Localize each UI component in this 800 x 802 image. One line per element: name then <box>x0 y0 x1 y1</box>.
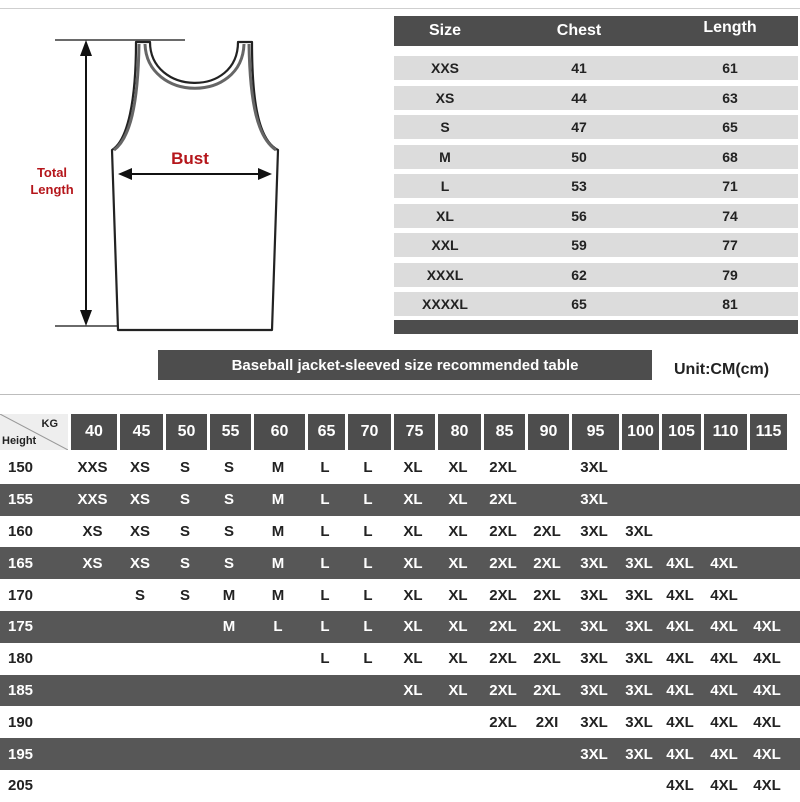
size-recommendation: 4XL <box>710 554 738 572</box>
size-recommendation: XS <box>82 522 103 540</box>
height-row <box>0 770 800 802</box>
height-value: 165 <box>8 554 34 572</box>
table-corner <box>0 414 68 450</box>
chest-value: 47 <box>571 119 587 135</box>
size-recommendation: XL <box>448 681 468 699</box>
size-recommendation: L <box>320 491 330 509</box>
size-recommendation: 2XL <box>489 713 517 731</box>
size-recommendation: 3XL <box>625 745 653 763</box>
height-value: 170 <box>8 586 34 604</box>
size-recommendation: L <box>320 459 330 477</box>
height-row <box>0 452 800 484</box>
kg-header-cell: 105 <box>659 414 701 450</box>
size-recommendation: 3XL <box>580 745 608 763</box>
size-recommendation: 4XL <box>666 586 694 604</box>
size-recommendation: 3XL <box>580 522 608 540</box>
size-recommendation: L <box>320 650 330 668</box>
size-recommendation: 2XL <box>489 459 517 477</box>
size-chart-row <box>394 292 798 316</box>
size-recommendation: L <box>363 586 373 604</box>
size-recommendation: 3XL <box>580 491 608 509</box>
length-value: 81 <box>722 296 738 312</box>
chest-value: 41 <box>571 60 587 76</box>
size-recommendation: 3XL <box>625 713 653 731</box>
size-recommendation: XL <box>448 650 468 668</box>
size-recommendation: XL <box>448 586 468 604</box>
size-recommendation: S <box>134 586 145 604</box>
size-chart-row <box>394 86 798 110</box>
size-recommendation: 4XL <box>753 777 781 795</box>
size-recommendation: 4XL <box>710 713 738 731</box>
size-recommendation: 4XL <box>753 713 781 731</box>
size-recommendation: XS <box>129 522 150 540</box>
chest-value: 56 <box>571 207 587 224</box>
height-row <box>0 611 800 643</box>
size-recommendation: M <box>271 491 285 509</box>
size-recommendation: XS <box>82 554 103 572</box>
size-recommendation: 4XL <box>710 681 738 699</box>
size-chart-header <box>394 16 798 46</box>
length-value: 65 <box>722 119 738 135</box>
height-value: 185 <box>8 681 34 699</box>
kg-header-cell: 75 <box>391 414 435 450</box>
size-recommendation: L <box>320 522 330 540</box>
height-row <box>0 516 800 548</box>
size-chart-rows <box>394 56 798 316</box>
size-value: XXXXL <box>422 296 468 312</box>
size-recommendation: 4XL <box>666 713 694 731</box>
size-recommendation: L <box>363 618 373 636</box>
size-chart-row <box>394 174 798 198</box>
size-chart-row <box>394 233 798 257</box>
size-recommendation: XL <box>448 459 468 477</box>
middle-divider <box>0 394 800 395</box>
size-recommendation: 3XL <box>625 554 653 572</box>
header-chest: Chest <box>556 22 602 39</box>
size-recommendation: 4XL <box>753 650 781 668</box>
length-value: 61 <box>722 60 738 76</box>
chest-value: 44 <box>571 89 587 106</box>
height-value: 180 <box>8 650 34 668</box>
size-recommendation: XXS <box>77 459 108 477</box>
size-recommendation: 3XL <box>580 459 608 477</box>
size-recommendation: M <box>271 586 285 604</box>
size-recommendation: XL <box>403 554 423 572</box>
kg-header-cell: 100 <box>619 414 659 450</box>
size-chart-row <box>394 263 798 287</box>
kg-header-cell: 50 <box>163 414 207 450</box>
size-recommendation: XL <box>403 586 423 604</box>
size-recommendation: XXS <box>77 491 108 509</box>
height-row <box>0 484 800 516</box>
size-chart-row <box>394 204 798 228</box>
size-recommendation: S <box>223 522 234 540</box>
size-recommendation: XL <box>403 491 423 509</box>
size-recommendation: L <box>320 618 330 636</box>
size-recommendation: L <box>273 618 283 636</box>
size-recommendation: 4XL <box>666 618 694 636</box>
size-recommendation: 2XL <box>489 522 517 540</box>
kg-header-cell: 60 <box>251 414 305 450</box>
size-recommendation: S <box>179 522 190 540</box>
total-length-label: Total Length <box>30 165 74 197</box>
size-recommendation: XL <box>403 650 423 668</box>
chest-value: 53 <box>571 178 587 194</box>
corner-height-label: Height <box>2 435 37 447</box>
length-value: 74 <box>722 207 738 224</box>
size-recommendation: M <box>222 618 236 636</box>
recommendation-table-body <box>0 452 800 802</box>
size-recommendation: 4XL <box>666 745 694 763</box>
size-recommendation: 2XL <box>533 650 561 668</box>
size-chart-footer-bar <box>394 320 798 334</box>
kg-header-cell: 85 <box>481 414 525 450</box>
size-value: M <box>439 148 451 165</box>
size-recommendation: L <box>363 491 373 509</box>
size-recommendation: L <box>320 586 330 604</box>
corner-kg-label: KG <box>41 418 58 430</box>
height-row <box>0 643 800 675</box>
size-chart <box>394 16 798 334</box>
size-recommendation: 3XL <box>580 618 608 636</box>
size-recommendation: 4XL <box>710 586 738 604</box>
size-recommendation: 3XL <box>625 522 653 540</box>
size-recommendation: S <box>179 554 190 572</box>
size-recommendation: M <box>271 522 285 540</box>
recommendation-banner: Baseball jacket-sleeved size recommended table <box>158 350 652 380</box>
size-recommendation: 2XI <box>535 713 559 731</box>
kg-header-cell: 115 <box>747 414 787 450</box>
size-recommendation: M <box>271 459 285 477</box>
size-value: L <box>440 178 450 194</box>
size-value: XL <box>436 207 454 224</box>
recommendation-table-header <box>0 414 800 450</box>
size-recommendation: S <box>179 459 190 477</box>
height-value: 190 <box>8 713 34 731</box>
size-recommendation: 2XL <box>533 522 561 540</box>
size-recommendation: L <box>363 522 373 540</box>
size-recommendation: 3XL <box>580 713 608 731</box>
size-recommendation: 2XL <box>489 681 517 699</box>
top-divider <box>0 8 800 9</box>
chest-value: 62 <box>571 266 587 283</box>
kg-header-cell: 80 <box>435 414 481 450</box>
size-recommendation: M <box>271 554 285 572</box>
height-value: 175 <box>8 618 34 636</box>
kg-header-cell: 95 <box>569 414 619 450</box>
size-recommendation: 4XL <box>753 681 781 699</box>
size-value: XXL <box>431 237 459 253</box>
height-value: 150 <box>8 459 34 477</box>
size-recommendation: 3XL <box>580 554 608 572</box>
unit-label: Unit:CM(cm) <box>674 361 770 378</box>
size-recommendation: 4XL <box>666 554 694 572</box>
kg-header-cell: 40 <box>68 414 117 450</box>
kg-header-cell: 70 <box>345 414 391 450</box>
size-recommendation: 2XL <box>533 618 561 636</box>
size-recommendation: 4XL <box>710 777 738 795</box>
kg-header-cell: 65 <box>305 414 345 450</box>
size-value: XXXL <box>426 266 464 283</box>
size-recommendation: 4XL <box>710 650 738 668</box>
size-recommendation: S <box>179 586 190 604</box>
size-recommendation: 4XL <box>753 618 781 636</box>
size-chart-row <box>394 145 798 169</box>
chest-value: 65 <box>571 296 587 312</box>
height-value: 205 <box>8 777 34 795</box>
size-recommendation: M <box>222 586 236 604</box>
size-recommendation: 3XL <box>580 586 608 604</box>
size-recommendation: XL <box>403 681 423 699</box>
header-size: Size <box>428 22 461 39</box>
size-recommendation: S <box>179 491 190 509</box>
size-recommendation: XL <box>448 491 468 509</box>
height-row <box>0 706 800 738</box>
height-row <box>0 738 800 770</box>
size-value: S <box>440 119 450 135</box>
chest-value: 59 <box>571 237 587 253</box>
size-recommendation: 4XL <box>666 777 694 795</box>
size-recommendation: 4XL <box>710 618 738 636</box>
header-length: Length <box>703 19 757 36</box>
size-recommendation: S <box>223 459 234 477</box>
length-value: 63 <box>722 89 738 106</box>
size-recommendation: 2XL <box>489 586 517 604</box>
size-value: XS <box>435 89 455 106</box>
size-recommendation: L <box>363 650 373 668</box>
kg-header-cell: 90 <box>525 414 569 450</box>
size-recommendation: L <box>363 554 373 572</box>
size-recommendation: XL <box>448 522 468 540</box>
size-recommendation: L <box>320 554 330 572</box>
length-value: 71 <box>722 178 738 194</box>
height-value: 155 <box>8 491 34 509</box>
height-value: 160 <box>8 522 34 540</box>
size-recommendation: S <box>223 554 234 572</box>
size-recommendation: XS <box>129 459 150 477</box>
size-recommendation: 3XL <box>625 650 653 668</box>
size-recommendation: 2XL <box>489 554 517 572</box>
size-recommendation: XL <box>403 459 423 477</box>
size-recommendation: XL <box>448 554 468 572</box>
length-value: 68 <box>722 148 738 165</box>
size-value: XXS <box>430 60 459 76</box>
size-recommendation: 4XL <box>666 681 694 699</box>
size-recommendation: 4XL <box>753 745 781 763</box>
size-recommendation: 2XL <box>533 681 561 699</box>
recommendation-table <box>0 414 800 802</box>
size-recommendation: 4XL <box>666 650 694 668</box>
chest-value: 50 <box>571 148 587 165</box>
size-chart-row <box>394 115 798 139</box>
height-row <box>0 675 800 707</box>
kg-header-cell: 45 <box>117 414 163 450</box>
bust-label: Bust <box>171 149 209 168</box>
size-recommendation: 3XL <box>580 650 608 668</box>
kg-header-cell: 55 <box>207 414 251 450</box>
length-value: 79 <box>722 266 738 283</box>
size-recommendation: L <box>363 459 373 477</box>
height-value: 195 <box>8 745 34 763</box>
size-recommendation: 3XL <box>625 681 653 699</box>
size-recommendation: 4XL <box>710 745 738 763</box>
size-recommendation: XS <box>129 554 150 572</box>
size-recommendation: 3XL <box>580 681 608 699</box>
height-row <box>0 547 800 579</box>
size-recommendation: 3XL <box>625 618 653 636</box>
size-chart-row <box>394 56 798 80</box>
size-recommendation: 2XL <box>489 650 517 668</box>
size-recommendation: S <box>223 491 234 509</box>
size-recommendation: XL <box>448 618 468 636</box>
size-recommendation: 2XL <box>533 586 561 604</box>
size-recommendation: 2XL <box>489 618 517 636</box>
length-value: 77 <box>722 237 738 253</box>
kg-header-cell: 110 <box>701 414 747 450</box>
size-recommendation: 2XL <box>533 554 561 572</box>
height-row <box>0 579 800 611</box>
size-recommendation: 2XL <box>489 491 517 509</box>
size-recommendation: XL <box>403 618 423 636</box>
size-recommendation: 3XL <box>625 586 653 604</box>
size-recommendation: XS <box>129 491 150 509</box>
size-recommendation: XL <box>403 522 423 540</box>
